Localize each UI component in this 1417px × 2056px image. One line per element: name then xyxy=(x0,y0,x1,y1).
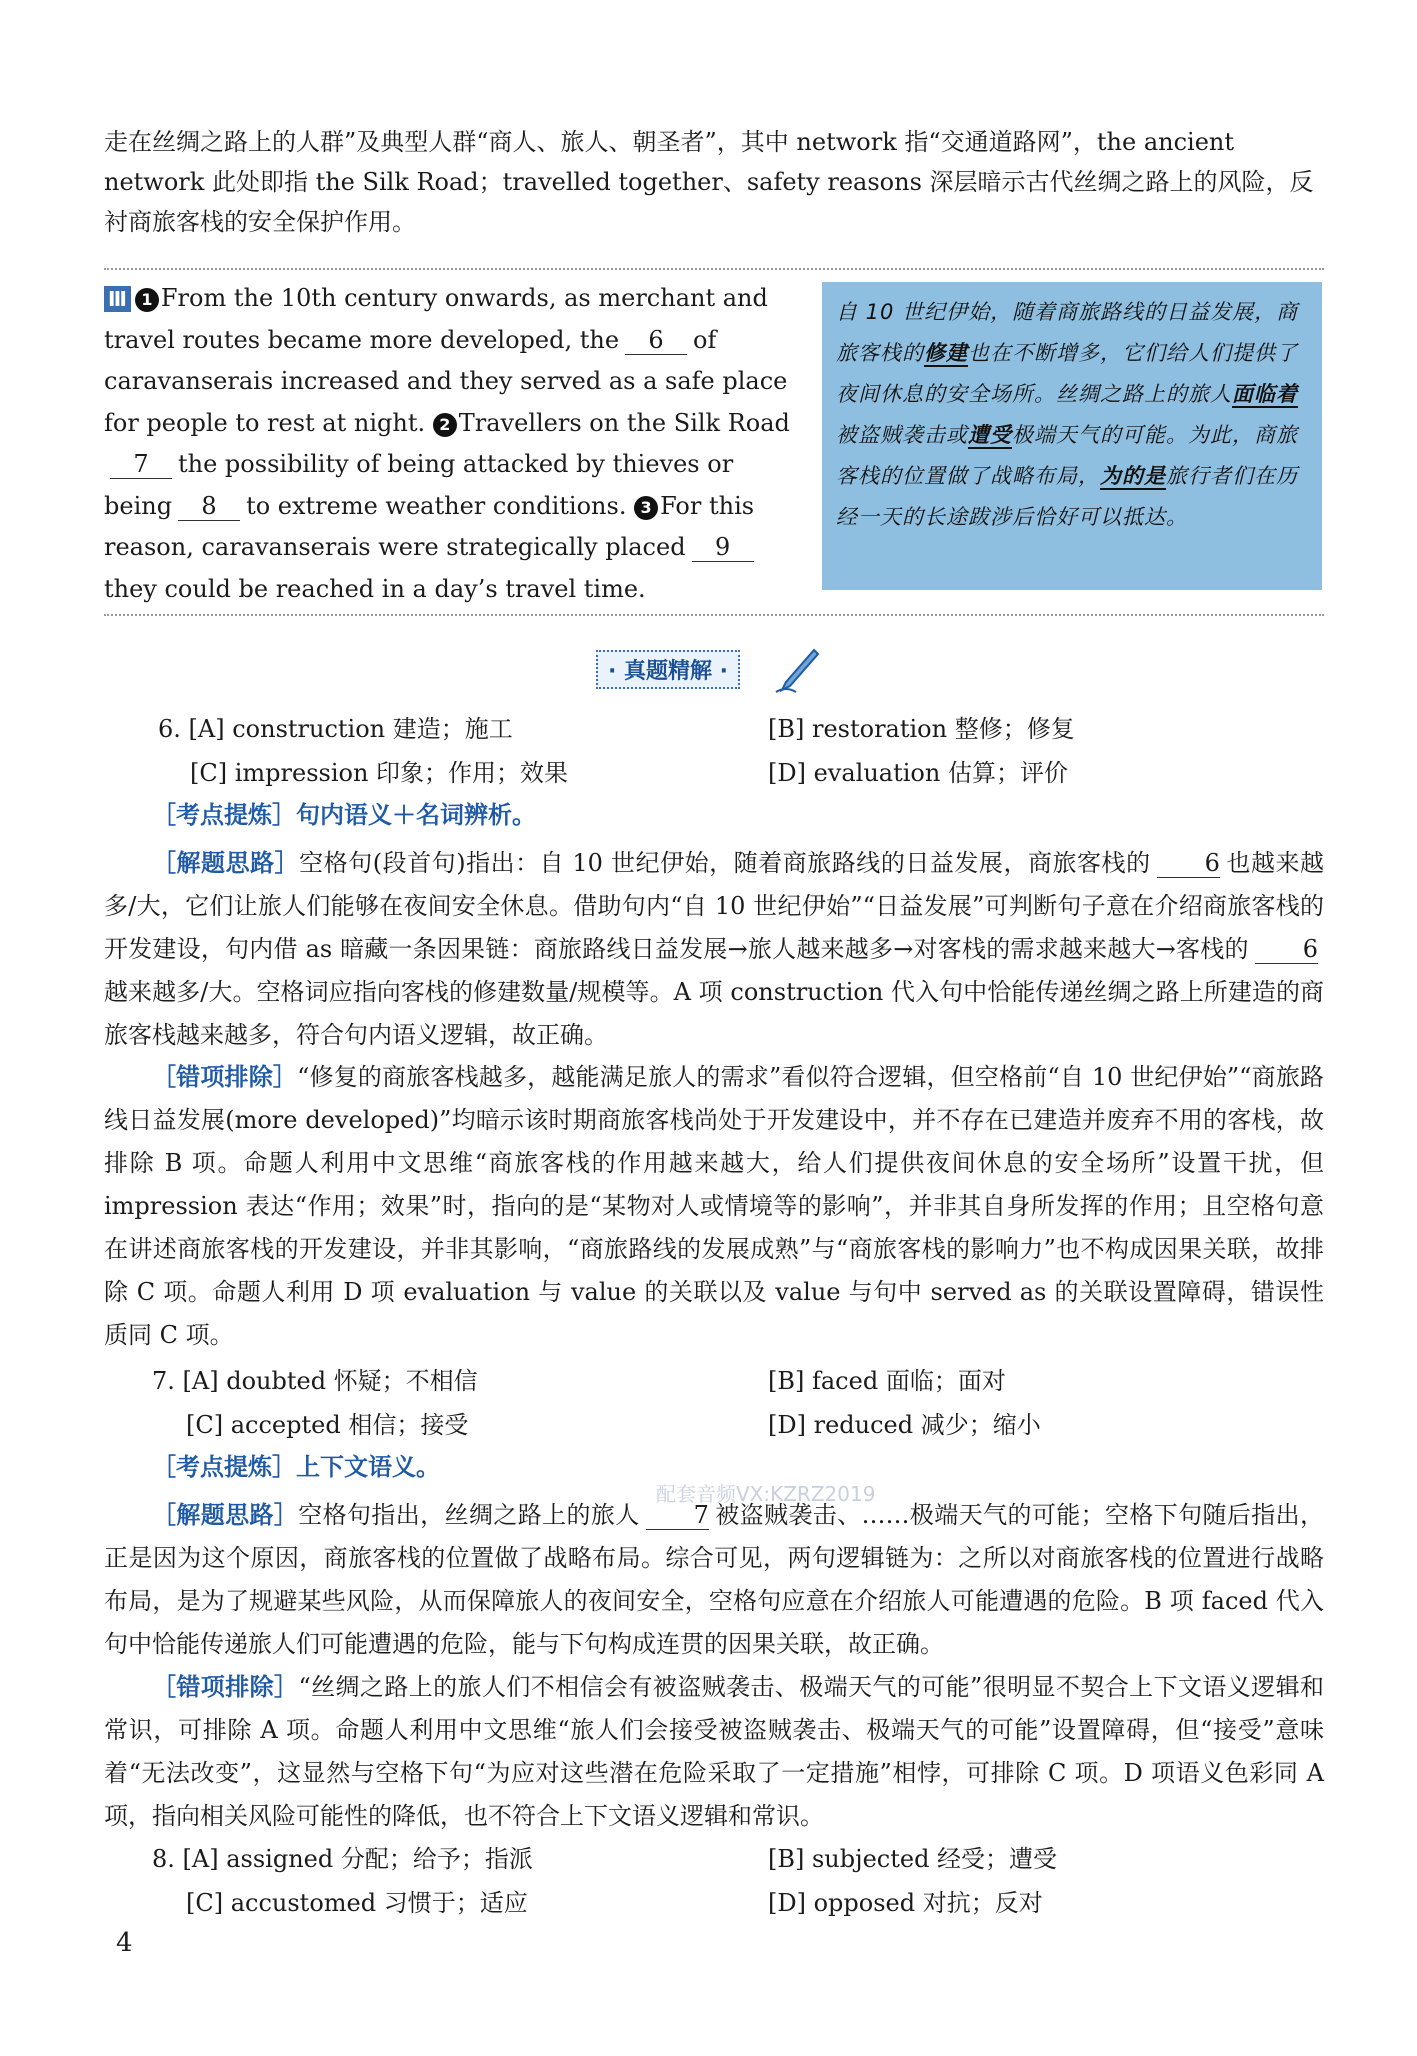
q6-option-b: [B] restoration 整修；修复 xyxy=(768,715,1075,743)
translation-part-3: 被盗贼袭击或 xyxy=(836,423,968,447)
q6-cuoxiang-tag: ［错项排除］ xyxy=(152,1063,298,1091)
q7-jieti-a: 空格句指出，丝绸之路上的旅人 xyxy=(298,1501,640,1529)
sentence-marker-3: 3 xyxy=(634,496,658,520)
pen-icon xyxy=(772,646,822,696)
q6-cuoxiang-paragraph xyxy=(104,1056,1324,1357)
q8-option-d: [D] opposed 对抗；反对 xyxy=(768,1889,1043,1917)
q7-option-a: 7. [A] doubted 怀疑；不相信 xyxy=(152,1367,478,1395)
translation-key-faced: 面临着 xyxy=(1232,382,1298,406)
q8-option-c: [C] accustomed 习惯于；适应 xyxy=(186,1889,528,1917)
page-number: 4 xyxy=(116,1928,133,1958)
q6-cuoxiang-text: “修复的商旅客栈越多，越能满足旅人的需求”看似符合逻辑，但空格前“自 10 世纪伊始”“商旅路线日益发展(more developed)”均暗示该时期商旅客栈尚处于开发建设中，并不存在已建造并废弃不用的客栈，故排除 B 项。命题人利用中文思维“商旅客栈的作用越来越大，给人们提供夜间休息的安全场所”设置干扰，但 impression 表达“作用；效果”时，指向的是“某物对人或情境等的影响”，并非其自身所发挥的作用；且空格句意在讲述商旅客栈的开发建设，并非其影响，“商旅路线的发展成熟”与“商旅客栈的影响力”也不构成因果关联，故排除 C 项。命题人利用 D 项 evaluation 与 value 的关联以及 value 与句中 served as 的关联设置障碍，错误性质同 C 项。 xyxy=(104,1063,1324,1349)
q6-jieti-b: 也越来越多/大，它们让旅人们能够在夜间安全休息。借助句内“自 10 世纪伊始”“日益发展”可判断句子意在介绍商旅客栈的开发建设，句内借 as 暗藏一条因果链：商旅路线日益发展→旅人越来越多→对客栈的需求越来越大→客栈的 xyxy=(104,849,1324,963)
blank-8: 8 xyxy=(178,492,240,521)
q6-jieti-c: 越来越多/大。空格词应指向客栈的修建数量/规模等。A 项 construction 代入句中恰能传递丝绸之路上所建造的商旅客栈越来越多，符合句内语义逻辑，故正确。 xyxy=(104,978,1324,1049)
q7-jieti-blank: 7 xyxy=(646,1501,709,1530)
q7-cuoxiang-paragraph xyxy=(104,1666,1324,1838)
sentence-marker-2: 2 xyxy=(433,413,457,437)
q6-option-d: [D] evaluation 估算；评价 xyxy=(768,759,1068,787)
passage-paragraph xyxy=(104,278,794,610)
q6-jieti-tag: ［解题思路］ xyxy=(152,849,300,877)
q7-kaodian xyxy=(152,1450,440,1484)
sentence-3a: For this reason, caravanserais were strategically placed xyxy=(104,491,755,561)
q6-kaodian-text: 句内语义＋名词辨析。 xyxy=(296,801,536,829)
q8-option-a: 8. [A] assigned 分配；给予；指派 xyxy=(152,1845,533,1873)
q7-jieti-b: 被盗贼袭击、……极端天气的可能；空格下句随后指出，正是因为这个原因，商旅客栈的位置做了战略布局。综合可见，两句逻辑链为：之所以对商旅客栈的位置进行战略布局，是为了规避某些风险，从而保障旅人的夜间安全，空格句应意在介绍旅人可能遭遇的危险。B 项 faced 代入句中恰能传递旅人们可能遭遇的危险，能与下句构成连贯的因果关联，故正确。 xyxy=(104,1501,1325,1658)
blank-7: 7 xyxy=(110,450,172,479)
translation-part-1: 自 10 世纪伊始，随着商旅路线的日益发展，商旅客栈的 xyxy=(836,300,1299,365)
q6-jieti-blank-2: 6 xyxy=(1255,935,1318,964)
watermark: 配套音频VX:KZRZ2019 xyxy=(656,1482,876,1506)
q7-option-d: [D] reduced 减少；缩小 xyxy=(768,1411,1041,1439)
sentence-3b: they could be reached in a day’s travel time. xyxy=(104,574,646,603)
sentence-2b: the possibility of being attacked by thieves or being xyxy=(104,450,734,520)
blank-6: 6 xyxy=(625,326,687,355)
q6-jieti-blank-1: 6 xyxy=(1157,849,1220,878)
translation-key-so-that: 为的是 xyxy=(1100,464,1166,488)
q6-kaodian xyxy=(152,798,536,832)
sentence-2a: Travellers on the Silk Road xyxy=(458,408,790,437)
q7-jieti-paragraph xyxy=(104,1494,1324,1666)
q7-option-b: [B] faced 面临；面对 xyxy=(768,1367,1006,1395)
blank-9: 9 xyxy=(692,533,754,562)
sentence-2c: to extreme weather conditions. xyxy=(246,491,627,520)
divider-bottom xyxy=(104,614,1324,616)
section-number-badge: Ⅲ xyxy=(104,286,131,312)
q6-jieti-a: 空格句(段首句)指出：自 10 世纪伊始，随着商旅路线的日益发展，商旅客栈的 xyxy=(299,849,1151,877)
q7-cuoxiang-tag: ［错项排除］ xyxy=(152,1673,299,1701)
translation-box xyxy=(822,282,1322,590)
q7-jieti-tag: ［解题思路］ xyxy=(152,1501,299,1529)
translation-part-2: 也在不断增多，它们给人们提供了夜间休息的安全场所。丝绸之路上的旅人 xyxy=(836,341,1298,406)
q6-jieti-paragraph xyxy=(104,842,1324,1057)
q6-option-c: [C] impression 印象；作用；效果 xyxy=(190,759,569,787)
sentence-1b: of caravanserais increased and they served as a safe place for people to rest at night. xyxy=(104,325,788,437)
sentence-1a: From the 10th century onwards, as merchant and travel routes became more developed, the xyxy=(104,284,768,354)
q6-option-a: 6. [A] construction 建造；施工 xyxy=(158,715,513,743)
translation-part-4: 极端天气的可能。为此，商旅客栈的位置做了战略布局， xyxy=(836,423,1298,488)
translation-key-construction: 修建 xyxy=(924,341,968,365)
q7-kaodian-tag: ［考点提炼］ xyxy=(152,1453,296,1481)
q7-option-c: [C] accepted 相信；接受 xyxy=(186,1411,469,1439)
sentence-marker-1: 1 xyxy=(135,288,159,312)
intro-paragraph: 走在丝绸之路上的人群”及典型人群“商人、旅人、朝圣者”，其中 network 指“交通道路网”，the ancient network 此处即指 the Silk Road；travelled together、safety reasons 深层暗示古代丝绸之路上的风险，反衬商旅客栈的安全保护作用。 xyxy=(104,128,1314,236)
q7-kaodian-text: 上下文语义。 xyxy=(296,1453,440,1481)
translation-part-5: 旅行者们在历经一天的长途跋涉后恰好可以抵达。 xyxy=(836,464,1298,529)
q8-option-b: [B] subjected 经受；遭受 xyxy=(768,1845,1058,1873)
q7-cuoxiang-text: “丝绸之路上的旅人们不相信会有被盗贼袭击、极端天气的可能”很明显不契合上下文语义逻辑和常识，可排除 A 项。命题人利用中文思维“旅人们会接受被盗贼袭击、极端天气的可能”设置障碍，但“接受”意味着“无法改变”，这显然与空格下句“为应对这些潜在危险采取了一定措施”相悖，可排除 C 项。D 项语义色彩同 A 项，指向相关风险可能性的降低，也不符合上下文语义逻辑和常识。 xyxy=(104,1673,1324,1830)
divider-top xyxy=(104,268,1324,270)
section-heading xyxy=(596,646,836,696)
q6-kaodian-tag: ［考点提炼］ xyxy=(152,801,296,829)
translation-key-subjected: 遭受 xyxy=(968,423,1012,447)
section-heading-label: · 真题精解 · xyxy=(596,650,740,689)
